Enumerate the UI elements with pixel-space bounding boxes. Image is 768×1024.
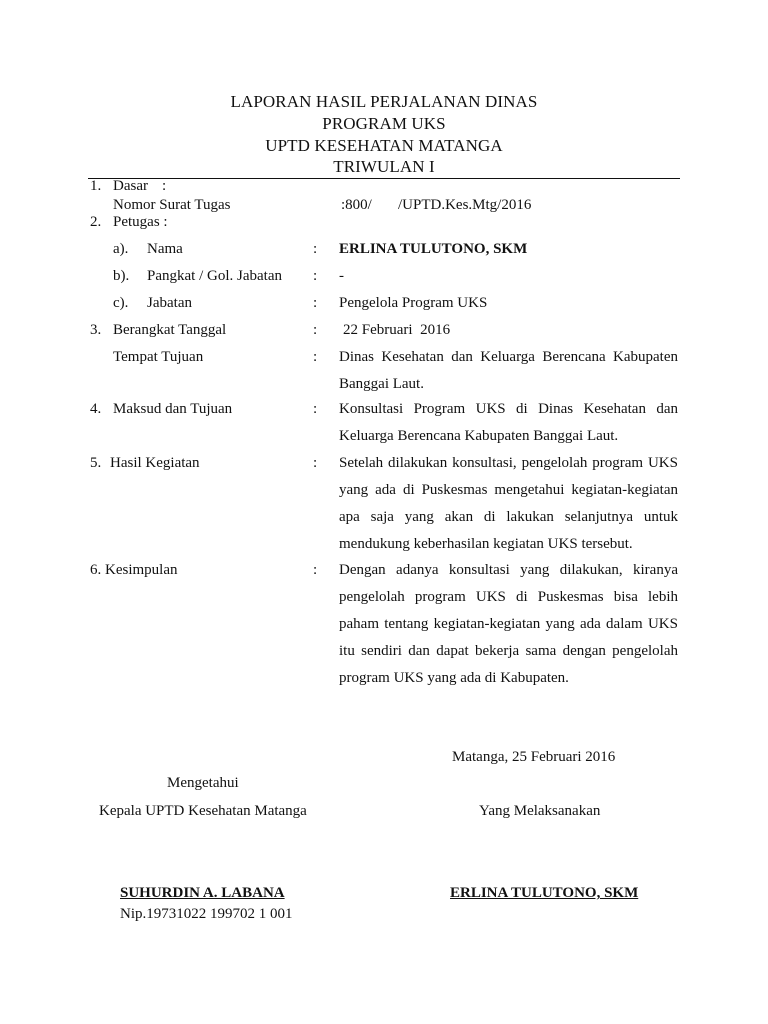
maksud-colon: : [313,401,318,417]
pelaksana-title: Yang Melaksanakan [479,803,601,819]
petugas-item-letter: c). [113,295,129,311]
jabatan-value: Pengelola Program UKS [339,295,488,311]
dasar-label: Dasar [113,178,148,194]
mengetahui-label: Mengetahui [167,775,239,791]
tujuan-value: Dinas Kesehatan dan Keluarga Berencana Kabupaten Banggai Laut. [339,349,678,392]
report-title: LAPORAN HASIL PERJALANAN DINAS [230,92,538,111]
pangkat-value: - [339,268,344,284]
petugas-item-letter: a). [113,241,129,257]
petugas-item-letter: b). [113,268,130,284]
berangkat-value: 22 Februari 2016 [343,322,451,338]
kesimpulan-value: Dengan adanya konsultasi yang dilakukan, kiranya pengelolah program UKS di Puskesmas bisa lebih paham tentang kegiatan-kegiatan yang ada dalam UKS itu sendiri dan dapat bekerja sama dengan pengelolah program UKS yang ada di Kabupaten. [339,562,678,686]
hasil-label: Hasil Kegiatan [110,455,200,471]
place-date: Matanga, 25 Februari 2016 [452,749,616,765]
petugas-label: Petugas : [113,214,168,230]
kesimpulan-label: 6. Kesimpulan [90,562,178,578]
dasar-number: 1. [90,178,102,194]
pangkat-label: Pangkat / Gol. Jabatan [147,268,282,284]
report-program: PROGRAM UKS [322,114,446,133]
maksud-number: 4. [90,401,102,417]
hasil-number: 5. [90,455,102,471]
pangkat-colon: : [313,268,318,284]
maksud-value: Konsultasi Program UKS di Dinas Kesehatan dan Keluarga Berencana Kabupaten Banggai Laut. [339,401,678,444]
kepala-title: Kepala UPTD Kesehatan Matanga [99,803,307,819]
title-divider [88,178,680,179]
berangkat-colon: : [313,322,318,338]
nama-label: Nama [147,241,183,257]
jabatan-colon: : [313,295,318,311]
kepala-nip: Nip.19731022 199702 1 001 [120,906,293,922]
nomor-surat-label: Nomor Surat Tugas [113,197,231,213]
pelaksana-name: ERLINA TULUTONO, SKM [450,885,639,901]
nomor-surat-suffix: /UPTD.Kes.Mtg/2016 [398,197,532,213]
tujuan-colon: : [313,349,318,365]
hasil-value: Setelah dilakukan konsultasi, pengelolah program UKS yang ada di Puskesmas mengetahui kegiatan-kegiatan apa saja yang akan di lakukan selanjutnya untuk mendukung keberhasilan kegiatan UKS tersebut. [339,455,678,552]
berangkat-number: 3. [90,322,102,338]
maksud-label: Maksud dan Tujuan [113,401,233,417]
jabatan-label: Jabatan [147,295,192,311]
nama-value: ERLINA TULUTONO, SKM [339,241,528,257]
nomor-surat-value: :800/ [341,197,372,213]
kepala-name: SUHURDIN A. LABANA [120,885,285,901]
kesimpulan-colon: : [313,562,318,578]
dasar-colon: : [162,178,167,194]
report-period: TRIWULAN I [333,157,435,176]
hasil-colon: : [313,455,318,471]
nama-colon: : [313,241,318,257]
petugas-number: 2. [90,214,102,230]
berangkat-label: Berangkat Tanggal [113,322,227,338]
report-unit: UPTD KESEHATAN MATANGA [265,136,503,155]
tujuan-label: Tempat Tujuan [113,349,204,365]
